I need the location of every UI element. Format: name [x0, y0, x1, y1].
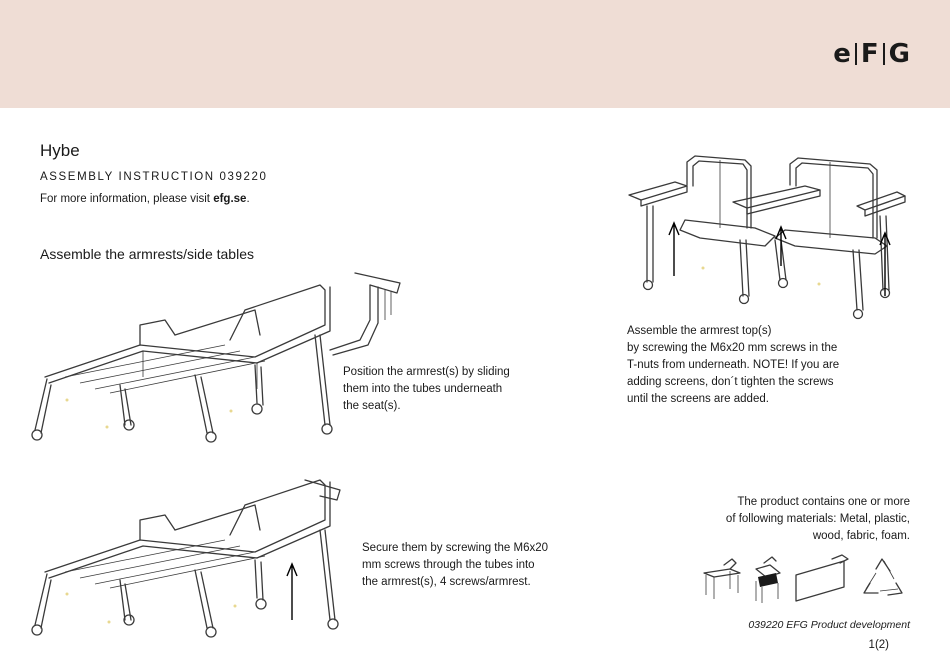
step2-line: the armrest(s), 4 screws/armrest.: [362, 576, 531, 588]
step2-illustration: [25, 470, 375, 650]
footer-product-dev: 039220 EFG Product development: [748, 619, 910, 631]
step3-illustration: [625, 150, 910, 325]
step2-line: mm screws through the tubes into: [362, 559, 535, 571]
step1-illustration: [25, 265, 415, 455]
logo-divider: [883, 43, 885, 65]
step3-line: by screwing the M6x20 mm screws in the: [627, 342, 838, 354]
step3-line: until the screens are added.: [627, 393, 769, 405]
recycle-icon: [864, 559, 902, 595]
step1-line: the seat(s).: [343, 400, 401, 412]
info-prefix: For more information, please visit: [40, 193, 214, 205]
section-title: Assemble the armrests/side tables: [40, 246, 254, 262]
step3-text: [627, 323, 839, 408]
logo-letter-f: F: [860, 39, 879, 69]
step3-line: Assemble the armrest top(s): [627, 325, 772, 337]
logo-letter-g: G: [888, 39, 910, 69]
step2-text: [362, 540, 548, 591]
info-suffix: .: [246, 193, 250, 205]
materials-line: wood, fabric, foam.: [812, 530, 910, 542]
document-type: ASSEMBLY INSTRUCTION 039220: [40, 171, 268, 183]
step3-line: T-nuts from underneath. NOTE! If you are: [627, 359, 840, 371]
page-number: 1(2): [868, 639, 889, 651]
website-link[interactable]: efg.se: [213, 193, 247, 205]
materials-text: [670, 494, 910, 545]
step1-line: them into the tubes underneath: [343, 383, 503, 395]
chair-icon: [756, 557, 780, 603]
header-band: [0, 0, 950, 108]
efg-logo: [833, 40, 910, 68]
step3-line: adding screens, don´t tighten the screws: [627, 376, 834, 388]
materials-line: of following materials: Metal, plastic,: [725, 513, 910, 525]
table-icon: [704, 559, 740, 599]
step1-text: [343, 364, 510, 415]
step1-line: Position the armrest(s) by sliding: [343, 366, 510, 378]
panel-icon: [796, 555, 848, 601]
step2-line: Secure them by screwing the M6x20: [362, 542, 549, 554]
info-line: [40, 193, 250, 205]
product-title: Hybe: [40, 141, 80, 160]
logo-divider: [855, 43, 857, 65]
logo-letter-e: e: [833, 39, 851, 69]
materials-icons: [700, 555, 910, 605]
materials-line: The product contains one or more: [737, 496, 910, 508]
